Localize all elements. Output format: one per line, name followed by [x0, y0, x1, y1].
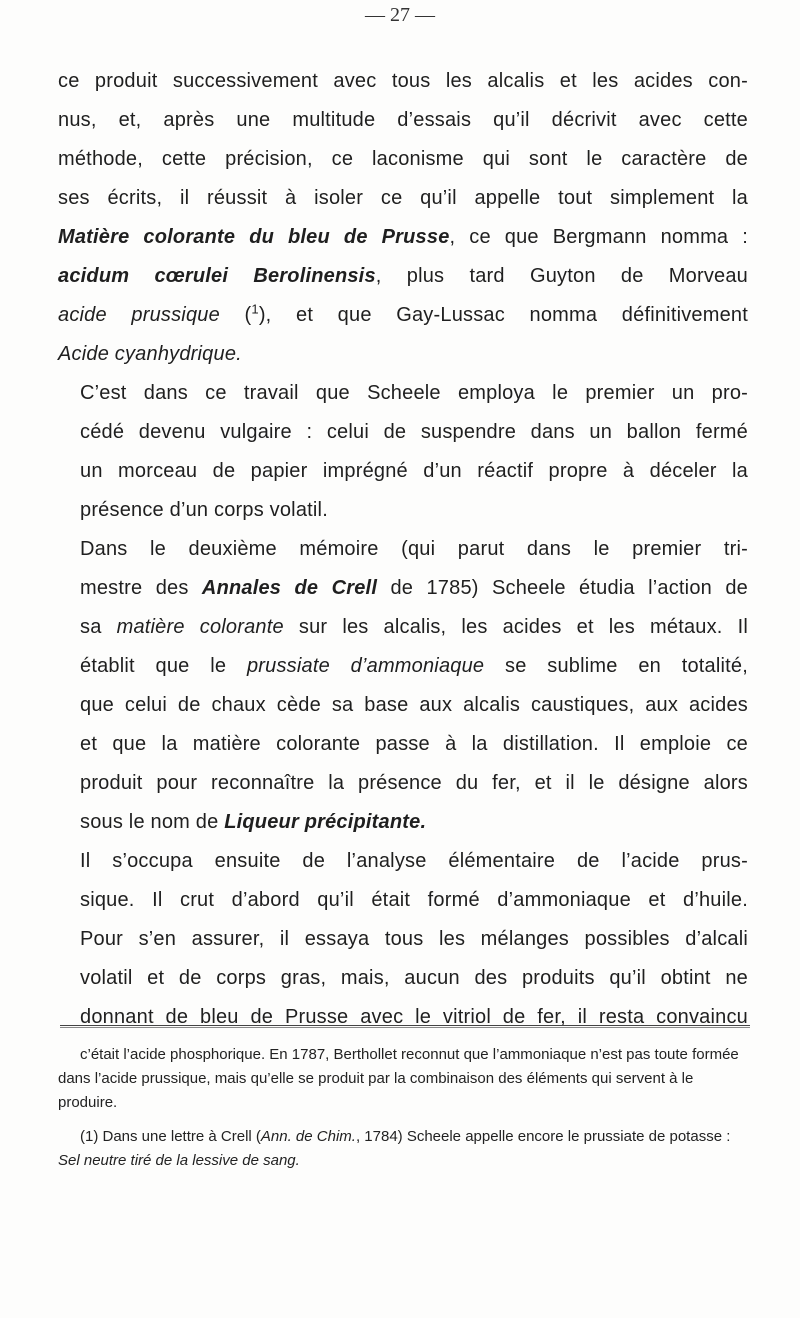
paragraph-4: [58, 842, 748, 1037]
text-line: [58, 296, 748, 335]
main-text: [58, 62, 748, 1037]
text-line: donnant de bleu de Prusse avec le vitriol de fer, il resta convaincu: [80, 1006, 748, 1028]
text-run: de 1785) Scheele étudia l’action de: [377, 577, 748, 599]
emphasis: Matière colorante du bleu de Prusse: [58, 226, 450, 248]
text-line: C’est dans ce travail que Scheele employa le premier un pro-: [80, 382, 748, 404]
text-line: Pour s’en assurer, il essaya tous les mélanges possibles d’alcali: [80, 928, 748, 950]
text-run: (: [219, 304, 252, 326]
emphasis: Liqueur précipitante.: [224, 811, 427, 833]
emphasis: matière colorante: [116, 616, 284, 638]
footnotes: [58, 1043, 750, 1173]
text-run: sa: [80, 616, 117, 638]
text-line: [58, 569, 748, 608]
text-run: , ce que Bergmann nomma :: [449, 226, 748, 248]
text-line: sique. Il crut d’abord qu’il était formé d’ammoniaque et d’huile.: [80, 889, 748, 911]
text-run: (1) Dans une lettre à Crell (: [80, 1128, 261, 1145]
text-line: un morceau de papier imprégné d’un réactif propre à déceler la: [80, 460, 748, 482]
text-line: cédé devenu vulgaire : celui de suspendre dans un ballon fermé: [80, 421, 748, 443]
text-line: que celui de chaux cède sa base aux alcalis caustiques, aux acides: [80, 694, 748, 716]
paragraph-2: [58, 374, 748, 530]
emphasis: Ann. de Chim.: [260, 1128, 356, 1145]
text-line: Il s’occupa ensuite de l’analyse élémentaire de l’acide prus-: [80, 850, 748, 872]
text-run: établit que le: [80, 655, 247, 677]
text-line: ce produit successivement avec tous les alcalis et les acides con-: [58, 70, 748, 92]
footnote-continued: c’était l’acide phosphorique. En 1787, Berthollet reconnut que l’ammoniaque n’est pas toute formée dans l’acide prussique, mais qu’elle se produit par la combinaison des éléments qui servent à le produire.: [58, 1046, 739, 1111]
text-line: présence d’un corps volatil.: [80, 499, 328, 521]
paragraph-3: [58, 530, 748, 842]
text-line: [58, 647, 748, 686]
text-line: [58, 218, 748, 257]
text-run: , 1784) Scheele appelle encore le prussiate de potasse :: [355, 1128, 731, 1145]
text-line: [58, 803, 748, 842]
emphasis: prussiate d’ammoniaque: [246, 655, 485, 677]
emphasis: Annales de Crell: [201, 577, 378, 599]
text-line: [58, 608, 748, 647]
text-run: ), et que Gay-Lussac nomma définitivement: [258, 304, 748, 326]
text-line: produit pour reconnaître la présence du fer, et il le désigne alors: [80, 772, 748, 794]
text-run: se sublime en totalité,: [484, 655, 748, 677]
footnote-1: [58, 1125, 750, 1173]
footnote-ref: 1: [251, 301, 259, 317]
text-line: méthode, cette précision, ce laconisme qui sont le caractère de: [58, 148, 748, 170]
emphasis: acide prussique: [58, 304, 220, 326]
text-run: mestre des: [80, 577, 202, 599]
emphasis: Sel neutre tiré de la lessive de sang.: [58, 1152, 300, 1169]
text-line: nus, et, après une multitude d’essais qu’il décrivit avec cette: [58, 109, 748, 131]
text-line: et que la matière colorante passe à la distillation. Il emploie ce: [80, 733, 748, 755]
text-line: [58, 257, 748, 296]
text-line: Dans le deuxième mémoire (qui parut dans le premier tri-: [80, 538, 748, 560]
text-run: sous le nom de: [80, 811, 225, 833]
text-line: Acide cyanhydrique.: [58, 343, 242, 365]
footnote-divider: [60, 1025, 750, 1028]
text-run: , plus tard Guyton de Morveau: [375, 265, 748, 287]
text-line: ses écrits, il réussit à isoler ce qu’il appelle tout simplement la: [58, 187, 748, 209]
page-number: — 27 —: [365, 4, 435, 26]
text-line: volatil et de corps gras, mais, aucun des produits qu’il obtint ne: [80, 967, 748, 989]
text-run: sur les alcalis, les acides et les métaux. Il: [283, 616, 749, 638]
emphasis: acidum cœrulei Berolinensis: [58, 265, 376, 287]
paragraph-1: [58, 62, 748, 374]
